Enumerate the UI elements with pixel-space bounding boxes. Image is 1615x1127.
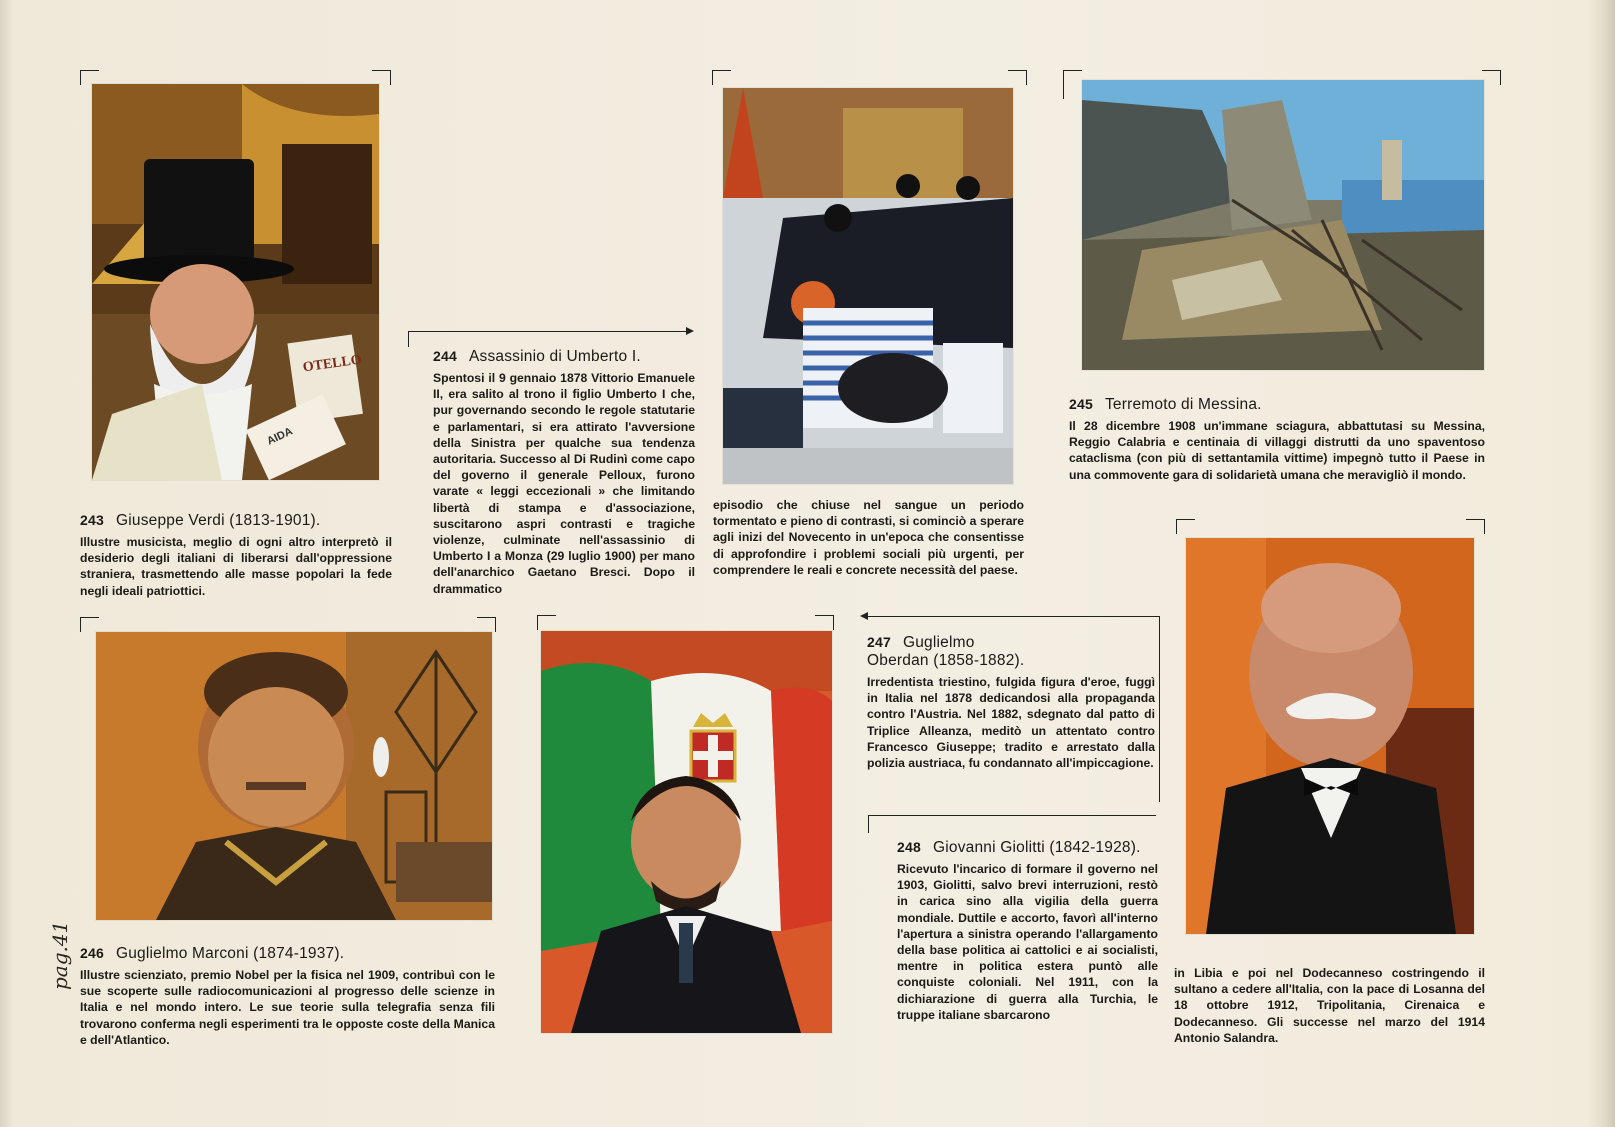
sticker-246-marconi: [96, 632, 492, 920]
corner-mark: [408, 331, 410, 347]
corner-mark: [712, 70, 731, 85]
sticker-243-verdi: [92, 84, 379, 480]
card-title: Giuseppe Verdi (1813-1901).: [115, 512, 321, 529]
card-number: 244: [433, 348, 457, 364]
corner-mark: [868, 815, 870, 833]
card-number: 245: [1069, 396, 1093, 412]
sticker-247-oberdan: [541, 631, 832, 1033]
caption-244-continuation: [713, 497, 1024, 578]
corner-mark: [80, 617, 99, 632]
sticker-245-messina: [1082, 80, 1484, 370]
corner-mark: [815, 615, 834, 630]
giolitti-illustration: [1186, 538, 1474, 934]
score-aida-label: AIDA: [265, 425, 295, 448]
corner-mark: [372, 70, 391, 85]
page-rule: [1159, 616, 1161, 802]
oberdan-illustration: [541, 631, 832, 1033]
corner-mark: [1466, 519, 1485, 534]
corner-mark: [1482, 70, 1501, 85]
page-fold: [1587, 0, 1615, 1127]
card-text: Illustre musicista, meglio di ogni altro interpretò il desiderio degli italiani di liberarsi dall'oppressione straniera, trasmettendo alle masse popolari la fede negli ideali patriottici.: [80, 535, 392, 598]
card-text-continuation: in Libia e poi nel Dodecanneso costringendo il sultano a cedere all'Italia, con la pace di Losanna del 18 ottobre 1912, Tripolitania, Cirenaica e Dodecanneso. Gli successe nel marzo del 1914 Antonio Salandra.: [1174, 966, 1485, 1045]
verdi-illustration: [92, 84, 379, 480]
corner-mark: [477, 617, 496, 632]
corner-mark: [1176, 519, 1195, 534]
score-otello-label: OTELLO: [301, 352, 363, 376]
page-number: pag.41: [48, 920, 72, 990]
card-title: Giovanni Giolitti (1842-1928).: [932, 839, 1141, 856]
caption-248: [897, 838, 1158, 1023]
card-text: Spentosi il 9 gennaio 1878 Vittorio Emanuele II, era salito al trono il figlio Umberto I che, pur governando secondo le regole statutarie e parlamentari, si era attirato l'avversione della Sinistra per qualche sua tendenza autoritaria. Successo al Di Rudinì come capo del governo il generale Pelloux, furono varate « leggi eccezionali » che limitando libertà di stampa e d'associazione, suscitarono aspri contrasti e tragiche violenze, culminate nell'assassinio di Umberto I a Monza (29 luglio 1900) per mano dell'anarchico Gaetano Bresci. Dopo il drammatico: [433, 371, 695, 596]
marconi-illustration: [96, 632, 492, 920]
card-text-continuation: episodio che chiuse nel sangue un periodo tormentato e pieno di contrasti, si cominciò a sperare agli inizi del Novecento in un'epoca che consentisse di approfondire i problemi sociali più urgenti, per comprendere le reali e concrete necessità del paese.: [713, 498, 1024, 577]
card-number: 243: [80, 512, 104, 528]
corner-mark: [80, 70, 99, 85]
page-rule: [868, 815, 1156, 817]
card-title: Terremoto di Messina.: [1104, 396, 1262, 413]
caption-248-continuation: [1174, 965, 1485, 1046]
continuation-arrow: [862, 616, 1160, 617]
card-text: Il 28 dicembre 1908 un'immane sciagura, abbattutasi su Messina, Reggio Calabria e centinaia di villaggi distrutti da uno spaventoso cataclisma (con più di settantamila vittime) impegnò tutto il Paese in una commovente gara di solidarietà umana che meravigliò il mondo.: [1069, 419, 1485, 482]
caption-247: [867, 633, 1155, 771]
card-text: Illustre scienziato, premio Nobel per la fisica nel 1909, contribuì con le sue scoperte sulle radiocomunicazioni al progresso delle scienze in Italia e nel mondo intero. Le sue teorie sulla telegrafia senza fili trovarono conferma negli esperimenti tra le opposte coste della Manica e dell'Atlantico.: [80, 968, 495, 1047]
card-number: 246: [80, 945, 104, 961]
card-text: Ricevuto l'incarico di formare il governo nel 1903, Giolitti, salvo brevi interruzioni, restò in carica sino alla vigilia della guerra mondiale. Duttile e accorto, favorì all'interno l'apertura a sinistra operando l'allargamento della base politica ai cattolici e ai socialisti, mentre in politica estera puntò alle conquiste coloniali. Nel 1911, con la dichiarazione di guerra alla Turchia, le truppe italiane sbarcarono: [897, 862, 1158, 1022]
sticker-244-umberto: [723, 88, 1013, 484]
corner-mark: [1063, 70, 1082, 99]
caption-244: [433, 347, 695, 597]
card-title: Guglielmo Marconi (1874-1937).: [115, 945, 345, 962]
caption-243: [80, 511, 392, 599]
caption-246: [80, 944, 495, 1048]
corner-mark: [1008, 70, 1027, 85]
sticker-248-giolitti: [1186, 538, 1474, 934]
earthquake-illustration: [1082, 80, 1484, 370]
card-number: 247: [867, 634, 891, 650]
continuation-arrow: [408, 331, 692, 332]
card-text: Irredentista triestino, fulgida figura d'eroe, fuggì in Italia nel 1878 dedicandosi alla propaganda contro l'Austria. Nel 1882, sdegnato dal patto di Triplice Alleanza, meditò un attentato contro Francesco Giuseppe; tradito e arrestato dalla polizia austriaca, fu condannato all'impiccagione.: [867, 675, 1155, 771]
card-title: Assassinio di Umberto I.: [468, 348, 641, 365]
card-number: 248: [897, 839, 921, 855]
corner-mark: [537, 615, 556, 630]
caption-245: [1069, 395, 1485, 483]
card-title: Guglielmo Oberdan (1858-1882).: [867, 634, 1025, 669]
assassination-illustration: [723, 88, 1013, 484]
